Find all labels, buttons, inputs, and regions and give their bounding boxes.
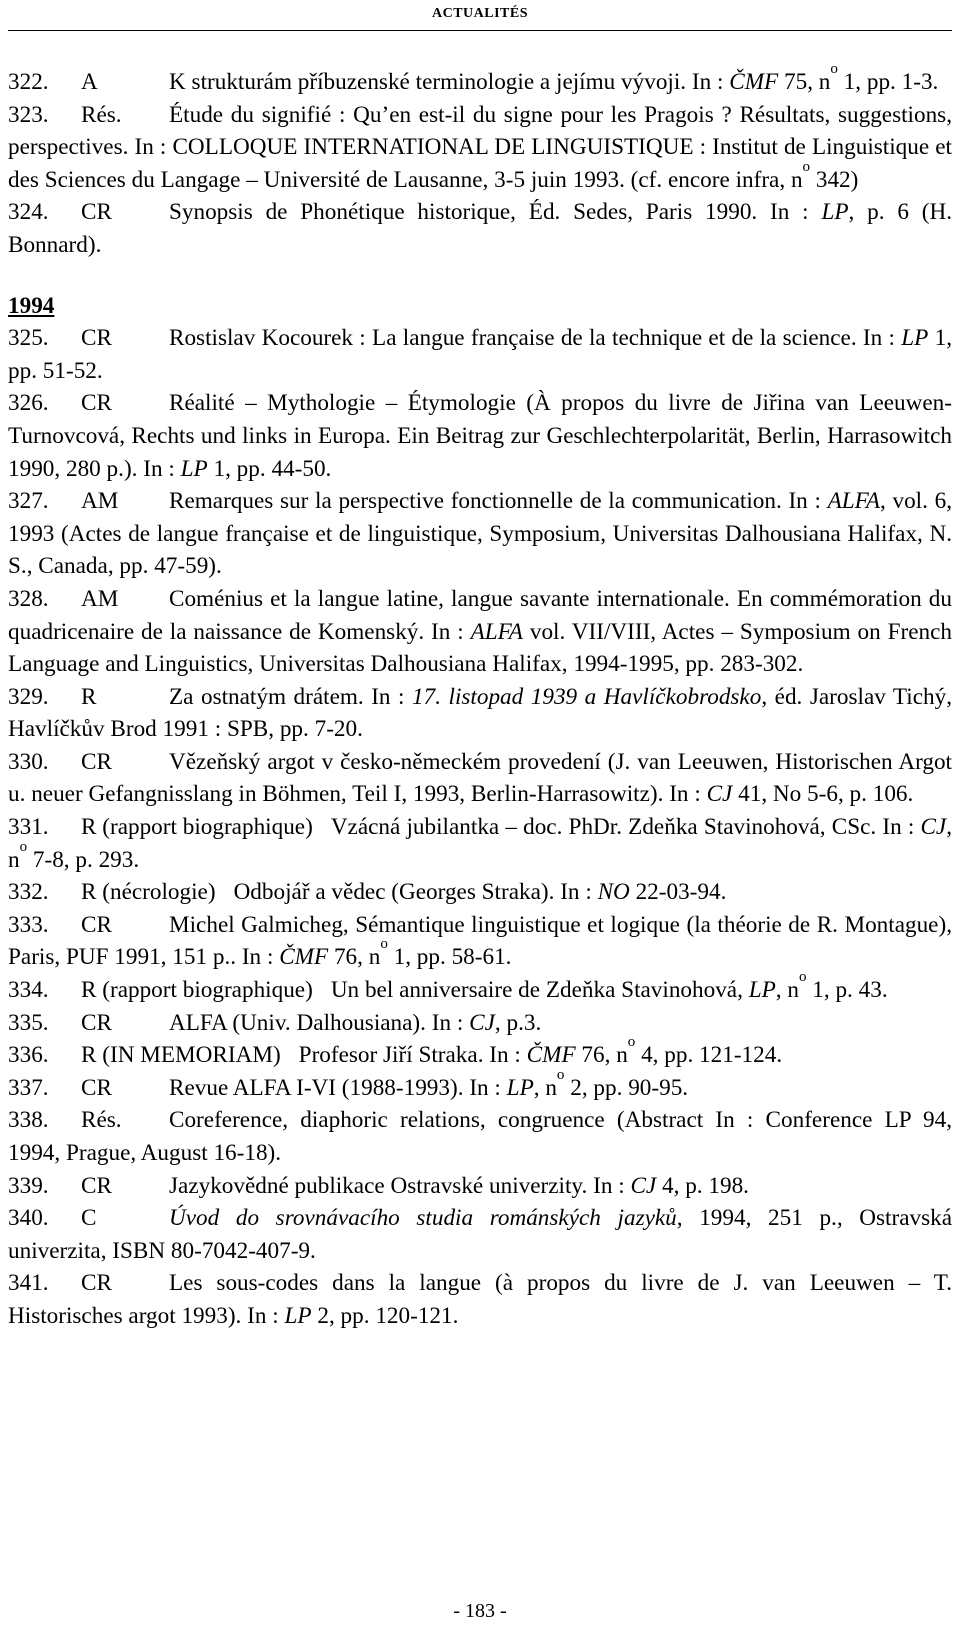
bibliography-entry-329 [8,681,952,746]
entry-source: LP [180,455,208,482]
entry-source: LP [748,977,776,1004]
bibliography-entry-332 [8,876,952,909]
entry-text: 2, pp. 120-121. [311,1302,459,1329]
bibliography-entry-338 [8,1104,952,1169]
bibliography-entry-341 [8,1267,952,1332]
entry-text: Remarques sur la perspective fonctionnelle de la communication. In : [169,488,828,515]
entry-text: Coreference, diaphoric relations, congruence (Abstract In : Conference LP 94, 1994, Prague, August 16-18). [8,1107,952,1166]
bibliography-entry-330 [8,746,952,811]
header-rule [8,30,952,31]
entry-number: 329. [8,683,49,710]
entry-superscript: o [19,838,28,855]
entry-superscript: o [830,61,838,77]
entry-text: Un bel anniversaire de Zdeňka Stavinohová, [330,977,749,1004]
entry-number: 335. [8,1009,49,1036]
bibliography-entry-327 [8,485,952,583]
entry-text: 2, pp. 90-95. [564,1074,689,1101]
entry-text: , éd. Jaroslav Tichý, Havlíčkův Brod 1991 : SPB, pp. 7-20. [8,683,952,743]
entry-number: 332. [8,879,49,906]
entry-text: 1, pp. 51-52. [8,325,953,384]
entry-text: , n [8,814,952,873]
entry-text: , p.3. [494,1009,542,1036]
entry-text: 1, p. 43. [806,977,888,1004]
entry-type: CR [81,1270,112,1297]
entry-type: CR [81,911,112,938]
entry-type: R (rapport biographique) [81,977,313,1004]
entry-text: Étude du signifié : Qu’en est-il du signe pour les Pragois ? Résultats, suggestions, perspectives. In : COLLOQUE INTERNATIONAL DE LINGUISTIQUE : Institut de Linguistique et des Sciences du Langage – Université de Lausanne, 3-5 juin 1993. (cf. encore infra, n [8,101,952,193]
entry-type: CR [81,325,112,352]
entry-text: Michel Galmicheg, Sémantique linguistique et logique (la théorie de R. Montague), Paris, PUF 1991, 151 p.. In : [8,911,952,971]
entry-number: 340. [8,1205,49,1232]
bibliography-entry-323 [8,99,952,197]
entry-type: R [81,683,97,710]
entry-number: 328. [8,585,49,612]
bibliography-entry-326 [8,387,952,485]
entry-superscript: o [798,969,807,986]
entry-type: R (IN MEMORIAM) [81,1042,281,1069]
bibliography-entry-333 [8,909,952,974]
entry-type: CR [81,1074,112,1101]
entry-text: , n [533,1074,557,1101]
bibliography-entry-336 [8,1034,952,1072]
bibliography-entry-328 [8,583,952,681]
entry-number: 331. [8,814,49,841]
entry-source: LP [901,325,929,352]
entry-superscript: o [556,1066,565,1083]
entry-superscript: o [380,936,388,953]
entry-text: ALFA (Univ. Dalhousiana). In : [169,1009,470,1036]
entry-number: 341. [8,1270,49,1297]
entry-superscript: o [802,158,811,175]
entry-source: LP [821,199,849,226]
entry-text: 1, pp. 58-61. [387,944,512,971]
entry-text: vol. VII/VIII, Actes – Symposium on French Language and Linguistics, Universitas Dalhousiana Halifax, 1994-1995, pp. 283-302. [8,618,952,678]
entry-source: ČMF [279,944,329,971]
entry-source: NO [597,879,630,906]
bibliography-entry-322 [8,61,952,99]
bibliography-entry-334 [8,969,952,1007]
entry-number: 324. [8,199,49,226]
entry-type: CR [81,1009,112,1036]
entry-text: Za ostnatým drátem. In : [169,683,413,710]
entry-source: ČMF [729,69,779,95]
entry-type: CR [81,199,112,226]
entry-type: Rés. [81,1107,122,1134]
entry-text: Revue ALFA I-VI (1988-1993). In : [169,1074,507,1101]
entry-type: CR [81,1172,112,1199]
entry-text: Rostislav Kocourek : La langue française de la technique et de la science. In : [169,325,902,352]
entry-text: , vol. 6, 1993 (Actes de langue française et de linguistique, Symposium, Universitas Dalhousiana Halifax, N. S., Canada, pp. 47-59). [8,488,952,580]
entry-type: CR [81,390,112,417]
entry-text: Coménius et la langue latine, langue savante internationale. En commémoration du quadricenaire de la naissance de Komenský. In : [8,585,952,645]
entry-number: 327. [8,488,49,515]
entry-number: 326. [8,390,49,417]
entry-type: AM [81,488,119,515]
entry-text: Réalité – Mythologie – Étymologie (À propos du livre de Jiřina van Leeuwen- Turnovcová, Rechts und links in Europa. Ein Beitrag zur Geschlechterpolarität, Berlin, Harrasowitch 1990, 280 p.). In : [8,390,952,482]
entry-type: R (rapport biographique) [81,814,313,841]
entry-type: C [81,1205,97,1232]
entry-type: CR [81,748,112,775]
entry-text: Synopsis de Phonétique historique, Éd. Sedes, Paris 1990. In : [169,199,822,226]
entry-number: 336. [8,1042,49,1069]
entry-text: Vězeňský argot v česko-německém provedení (J. van Leeuwen, Historischen Argot u. neuer Gefangnisslang in Böhmen, Teil I, 1993, Berlin-Harrasowitz). In : [8,748,952,808]
entry-type: Rés. [81,101,122,128]
entry-number: 334. [8,977,49,1004]
entry-text: 4, p. 198. [656,1172,749,1199]
entry-number: 338. [8,1107,49,1134]
entry-number: 330. [8,748,49,775]
entry-text: 22-03-94. [629,879,727,906]
entry-number: 339. [8,1172,49,1199]
entry-text: Les sous-codes dans la langue (à propos du livre de J. van Leeuwen – T. Historisches argot 1993). In : [8,1270,952,1329]
entry-text: 4, pp. 121-124. [635,1042,783,1069]
entry-title: Úvod do srovnávacího studia románských jazyků [169,1205,677,1232]
bibliography-entry-324 [8,196,952,261]
bibliography-entry-337 [8,1066,952,1105]
entry-text: 7-8, p. 293. [27,846,140,873]
entry-type: R (nécrologie) [81,879,216,906]
entry-text: Jazykovědné publikace Ostravské univerzity. In : [169,1172,631,1199]
entry-text: 1, pp. 44-50. [207,455,332,482]
entry-number: 337. [8,1074,49,1101]
bibliography-entry-331 [8,811,952,876]
entry-source: ALFA [470,618,523,645]
entry-source: CJ [630,1172,657,1199]
entry-number: 323. [8,101,49,128]
entry-text: , n [775,977,799,1004]
entry-source: ČMF [526,1042,576,1069]
entry-text: Profesor Jiří Straka. In : [298,1042,527,1069]
bibliography-entry-339 [8,1170,952,1203]
entry-number: 333. [8,911,49,938]
entry-source: 17. listopad 1939 a Havlíčkobrodsko [412,683,762,710]
entry-text: 1, pp. 1-3. [837,69,939,95]
entry-superscript: o [627,1034,636,1051]
entry-text: Vzácná jubilantka – doc. PhDr. Zdeňka Stavinohová, CSc. In : [330,814,921,841]
bibliography-list [8,61,953,1333]
entry-source: LP [506,1074,534,1101]
page-number: - 183 - [453,1600,507,1622]
entry-source: CJ [920,814,947,841]
entry-source: CJ [469,1009,495,1036]
entry-text: 342) [810,166,859,193]
entry-source: LP [284,1302,312,1329]
entry-text: 75, n [778,69,831,95]
entry-type: A [81,69,98,95]
entry-text: 41, No 5-6, p. 106. [732,781,914,808]
year-heading: 1994 [8,292,55,319]
entry-number: 322. [8,69,49,95]
running-header: ACTUALITÉS [431,6,529,21]
entry-text: Odbojář a vědec (Georges Straka). In : [233,879,598,906]
entry-source: CJ [706,781,733,808]
entry-source: ALFA [827,488,880,515]
entry-text: , 1994, 251 p., Ostravská univerzita, ISBN 80-7042-407-9. [8,1205,952,1264]
entry-text: K strukturám příbuzenské terminologie a jejímu vývoji. In : [169,69,730,95]
entry-number: 325. [8,325,49,352]
bibliography-entry-325 [8,322,952,387]
bibliography-entry-335 [8,1007,952,1040]
entry-text: 76, n [328,944,381,971]
entry-text: 76, n [575,1042,628,1069]
entry-text: , p. 6 (H. Bonnard). [8,199,952,258]
entry-type: AM [81,585,119,612]
bibliography-entry-340 [8,1202,952,1267]
